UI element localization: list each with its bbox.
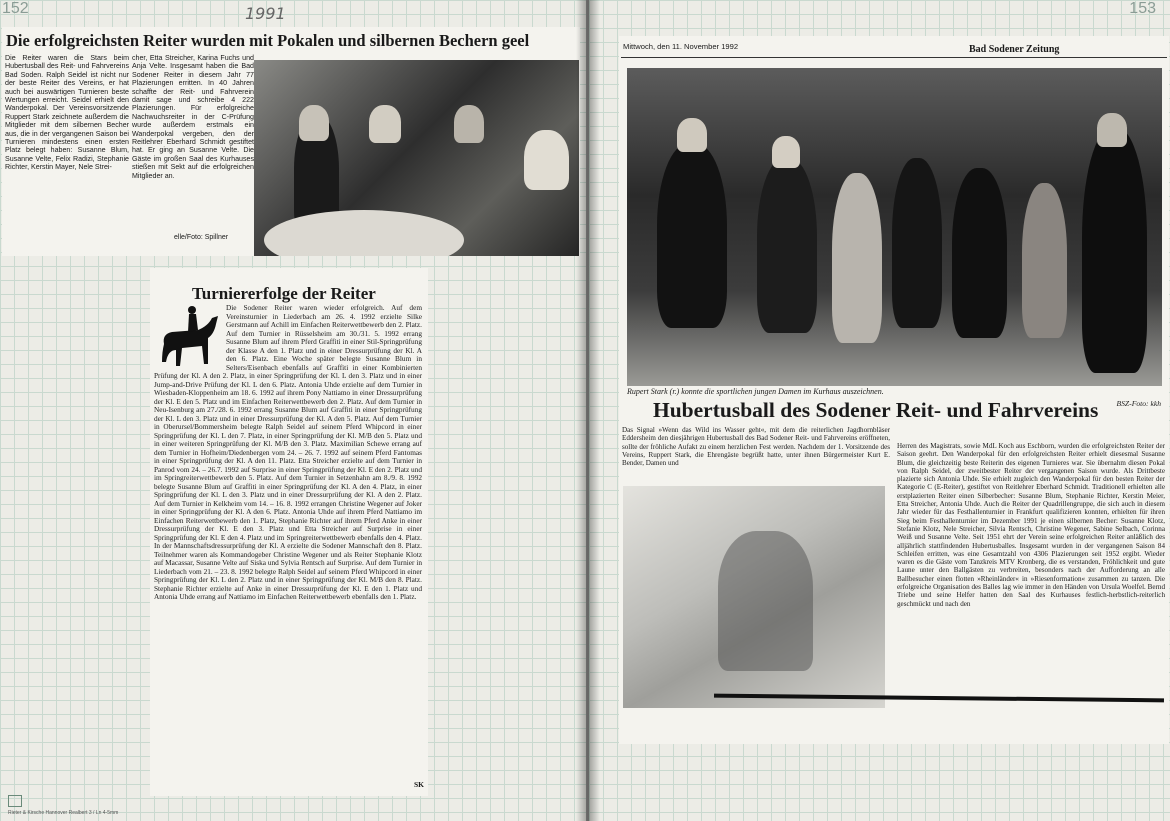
- lady-figure: [892, 158, 942, 328]
- clipping-headline: Die erfolgreichsten Reiter wurden mit Pokalen und silbernen Bechern geel: [6, 31, 530, 50]
- clipping-column-1: Die Reiter waren die Stars beim Hubertusball des Reit- und Fahrvereins Bad Soden. Ralph Seidel ist nicht nur der beste Reiter des Vereins, er hat auch bei auswärtigen Turnieren beste Wertungen erreicht. Seidel erhielt den Wanderpokal. Der Vereinsvorsitzende Ruppert Stark zeichnete außerdem die Mitglieder mit dem silbernen Becher aus, die in der vergangenen Saison bei Turnieren mindestens einen ersten Platz belegt haben: Susanne Blum, Susanne Velte, Felix Radizi, Stephanie Richter, Kerstin Mayer, Nele Strei-: [5, 54, 129, 172]
- footer-imprint: Rieter & Kirsche Hannover Realbert 3 / Ln 4-5mm: [8, 810, 119, 816]
- lady-figure: [952, 168, 1007, 338]
- man-face: [1097, 113, 1127, 147]
- girl-figure: [1022, 183, 1067, 338]
- clipping-headline: Turniererfolge der Reiter: [192, 284, 376, 303]
- girl-figure: [832, 173, 882, 343]
- lady-figure: [657, 143, 727, 328]
- brand-logo: [8, 795, 22, 807]
- page-number-right: 153: [1129, 0, 1156, 17]
- clipping-column-2: cher, Etta Streicher, Karina Fuchs und Anja Velte. Insgesamt haben die Bad Sodener Reiter in diesem Jahr 77 Plazierungen erritten. In 40 Jahren schaffte der Reit- und Fahrverein damit sage und schreibe 4 222 Plazierungen. Für erfolgreiche Nachwuchsreiter in der C-Prüfung wurde außerdem erstmals ein Wanderpokal vergeben, den der Reitlehrer Eberhard Schmidt gestiftet hat. Er ging an Susanne Velte. Die Gäste im großen Saal des Kurhauses stießen mit Sekt auf die erfolgreichen Mitglieder an.: [132, 54, 254, 180]
- lady-figure: [757, 158, 817, 333]
- article-body: Die Sodener Reiter waren wieder erfolgreich. Auf dem Vereinsturnier in Liederbach am 26. 4. 1992 erzielte Silke Gerstmann auf Achill im Einfachen Reiterwettbewerb den 2. Platz. Auf dem Turnier in Rüsselsheim am 30./31. 5. 1992 errang Susanne Blum auf ihrem Pferd Graffiti in einer Stil-Springprüfung der Klasse A den 1. Platz und in einer Dressurprüfung der Kl. A den 6. Platz. Eine Woche später belegte Susanne Blum in Selters/Eisenbach ebenfalls auf Graffiti in einer Kombinierten Prüfung der Kl. A den 2. Platz, in einer Springprüfung der Kl. L den 3. Platz und in einer Jump-and-Drive Prüfung der Kl. L den 6. Platz. Antonia Uhde erzielte auf dem Turnier in Wiesbaden-Kloppenheim am 18. 6. 1992 auf ihrem Pony Nattiamo in einer Dressurprüfung der Kl. E den 5. Platz und im Einfachen Reiterwettbewerb den 2. Platz. Auf dem Turnier in Neu-Isenburg am 27./28. 6. 1992 errang Susanne Blum auf Graffiti in einer Springprüfung der Kl. L den 3. Platz und in einer Dressurprüfung der Kl. A den 5. Platz. Auf dem Turnier in Oberursel/Bommersheim belegte Ralph Seidel auf seinem Pferd Whipcord in einer Springprüfung der Kl. L den 7. Platz, in einer Springprüfung der Kl. M/B den 5. Platz und in einer weiteren Springprüfung der Kl. M/B den 3. Platz. Maximilian Schewe errang auf dem Turnier in Hofheim/Diedenbergen vom 24. – 26. 7. 1992 auf seinem Pferd Fantomas in einer Springprüfung der Kl. A den 11. Platz. Etta Streicher erzielte auf dem Turnier in Panrod vom 24. – 26.7. 1992 auf Surprise in einer Springprüfung der Kl. E den 2. Platz und im Springreiterwettbewerb den 5. Platz. Auf dem Turnier in Setzenhahn am 8./9. 8. 1992 belegte Susanne Blum auf Graffiti in einer Springprüfung der Kl. A den 4. Platz, in einer Springprüfung der Kl. L den 3. Platz und in einer Dressurprüfung der Kl. A den 2. Platz. Auf dem Turnier in Kelkheim vom 14. – 16. 8. 1992 errangen Christine Wegener auf Joker in einer Springprüfung der Kl. A den 6. Platz. Antonia Uhde auf ihrem Pferd Nattiamo im Einfachen Reiterwettbewerb den 1. Platz, Stephanie Richter auf ihrem Pferd Anke in einer Dressurprüfung der Kl. E den 3. Platz und Etta Streicher auf Surprise in einer Springprüfung der Kl. E den 4. Platz und im Springreiterwettbewerb ebenfalls den 4. Platz. In der Mannschaftsdressurprüfung der Kl. A erzielte die Sodener Mannschaft den 8. Platz. Teilnehmer waren als Kommandogeber Christine Wegener und als Reiter Stephanie Klotz auf Macassar, Susanne Velte auf Siska und Sylvia Rentsch auf Surprise. Auf dem Turnier in Liederbach vom 21. – 23. 8. 1992 belegte Ralph Seidel auf seinem Pferd Whipcord in einer Springprüfung der Kl. L den 2. Platz und in einer Springprüfung der Kl. M/B den 8. Platz. Stephanie Richter erzielte auf Anke in einer Dressurprüfung der Kl. E den 1. Platz und Antonia Uhde errang auf Nattiamo im Einfachen Reiterwettbewerb ebenfalls den 1. Platz.: [154, 303, 422, 601]
- page-number-left: 152: [2, 0, 29, 17]
- newspaper-name: Bad Sodener Zeitung: [969, 44, 1060, 55]
- ball-photo: [254, 60, 579, 256]
- clipping-turniererfolge: [150, 268, 428, 796]
- article-column-right: Herren des Magistrats, sowie MdL Koch aus Eschborn, wurden die erfolgreichsten Reiter der Saison geehrt. Den Wanderpokal für den erfolgreichsten Reiter erhielt diesesmal Susanne Blum, die gleichzeitig beste Reiterin des eigenen Turnieres war. Sie übernahm diesen Pokal von Ralph Seidel, der zweitbester Reiter der vergangenen Saison wurde. Als Drittbeste plazierte sich Antonia Uhde. Sie erhielt zugleich den Wanderpokal für den besten Reiter der Kategorie C (E-Reiter), gestiftet von Reitlehrer Eberhard Schmidt. Traditionell erhielten alle erstplazierten Reiter einen Silberbecher: Susanne Blum, Stephanie Richter, Kerstin Meier, Etta Streicher, Antonia Uhde. Auch die Reiter der Quadrillengruppe, die sich auch in diesem Jahr wieder für das Festhallenturnier in Frankfurt qualifizieren konnten, erhielten für ihren Sieg beim Festhallenturnier im Dezember 1991 je einen silbernen Becher: Susanne Klotz, Stefanie Klotz, Nele Streicher, Silvia Rentsch, Christine Wegener, Sabine Selbach, Corinna Weiß und Susanne Velte. Seit 1951 ehrt der Verein seine erfolgreichen Reiter anläßlich des alljährlich stattfindenden Hubertusballes. Insgesamt wurden in der vergangenen Saison 84 Schleifen erritten, was eine Gesamtzahl von 4306 Plazierungen seit 1952 ergibt. Wieder waren es die Gäste vom Tanzkreis MTV Kronberg, die es verstanden, Fröhlichkeit und gute Laune unter den Ballgästen zu verbreiten, besonders nach der Aufforderung an alle Ballbesucher einen flotten »Rheinländer« in »Riesenformation« zusammen zu tanzen. Die erfolgreiche Organisation des Balles lag wie immer in den Händen von Ursula Woelfel. Bernd Triebe und seine Helfer hatten den Saal des Kurhauses festlich-herbstlich-reiterlich geschmückt und nach den: [897, 442, 1165, 608]
- clipping-pokale: [2, 27, 580, 256]
- guest-face: [524, 130, 569, 190]
- photo-caption: Rupert Stark (r.) konnte die sportlichen jungen Damen im Kurhaus auszeichnen.: [627, 387, 884, 396]
- clipping-hubertusball: [619, 36, 1169, 744]
- guest-face: [454, 105, 484, 143]
- quadrille-photo: [623, 486, 885, 708]
- man-figure: [1082, 128, 1147, 373]
- photo-credit: BSZ-Foto: kkh: [1116, 399, 1161, 408]
- article-text: [154, 304, 422, 602]
- lady-face: [772, 136, 800, 168]
- award-photo: [627, 68, 1162, 386]
- article-column-left: Das Signal »Wenn das Wild ins Wasser geht«, mit dem die reiterlichen Jagdhornbläser Eddersheim den diesjährigen Hubertusball des Bad Sodener Reit- und Fahrvereins eröffneten, sollte der fröhliche Aufakt zu einem herzlichen Fest werden. Nachdem der 1. Vorsitzende des Vereins, Ruppert Stark, die Ehrengäste begrüßt hatte, unter ihnen Bürgermeister Kurt E. Bender, Damen und: [622, 426, 890, 468]
- handwritten-year: 1991: [245, 4, 286, 23]
- photo-credit: elle/Foto: Spillner: [174, 234, 229, 241]
- rule: [621, 57, 1167, 58]
- right-page: [589, 0, 1170, 821]
- author-sign: SK: [413, 780, 424, 789]
- icon-spacer: [154, 304, 226, 372]
- horse-silhouette: [718, 531, 813, 671]
- lady-face: [677, 118, 707, 152]
- article-headline: Hubertusball des Sodener Reit- und Fahrvereins: [653, 398, 1099, 422]
- guest-face: [369, 105, 401, 143]
- book-spine: [576, 0, 600, 821]
- dateline: Mittwoch, den 11. November 1992: [623, 42, 739, 51]
- guest-face: [299, 105, 329, 141]
